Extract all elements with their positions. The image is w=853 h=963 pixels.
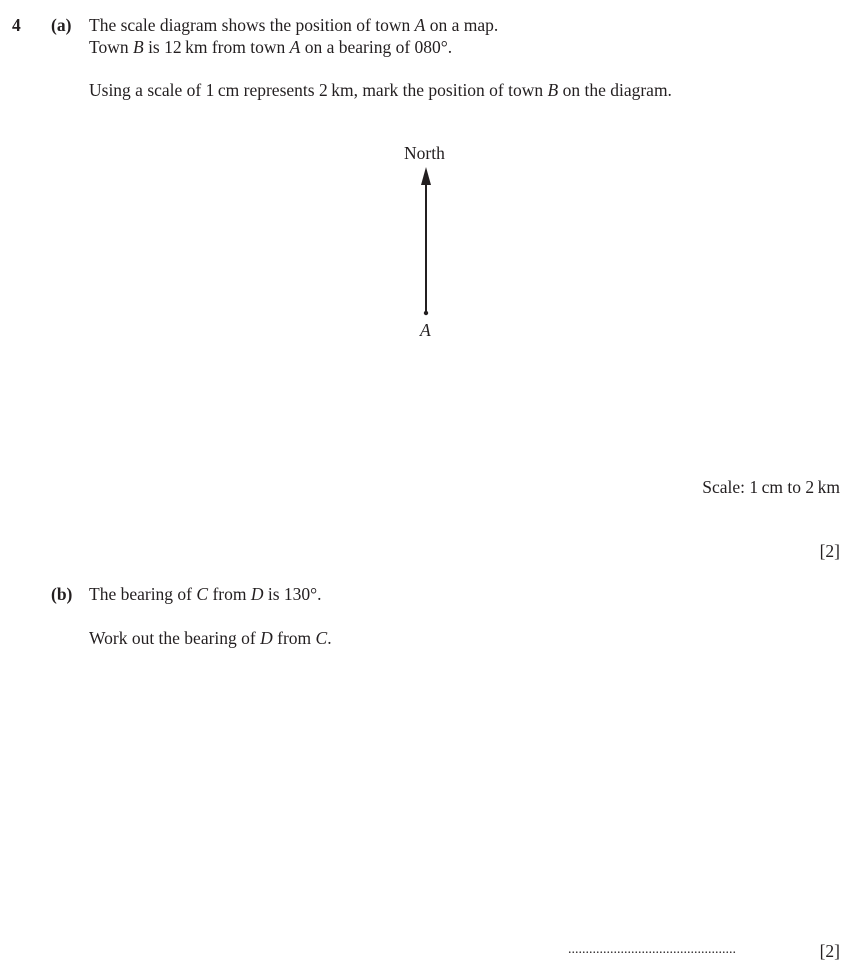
point-d-variable: D xyxy=(260,628,273,648)
part-b-label: (b) xyxy=(51,584,73,604)
scale-diagram xyxy=(400,160,452,320)
text-run: Town xyxy=(89,37,133,57)
town-a-variable: A xyxy=(414,15,426,35)
text-run: is 130°. xyxy=(263,584,322,604)
text-run: on a map. xyxy=(425,15,499,35)
point-c-variable: C xyxy=(315,628,328,648)
text-run: is 12 km from town xyxy=(143,37,290,57)
text-run: from xyxy=(208,584,251,604)
part-a-marks: [2] xyxy=(819,541,840,561)
town-a-variable: A xyxy=(289,37,301,57)
town-b-variable: B xyxy=(547,80,559,100)
scale-note: Scale: 1 cm to 2 km xyxy=(702,477,840,497)
part-b-text-line-1 xyxy=(89,584,322,606)
part-a-instruction xyxy=(89,80,672,102)
part-a-text-line-2 xyxy=(89,37,452,59)
part-b-marks: [2] xyxy=(819,941,840,961)
text-run: The scale diagram shows the position of town xyxy=(89,15,415,35)
north-label: North xyxy=(404,143,445,163)
point-a-dot xyxy=(424,311,428,315)
text-run: on a bearing of 080°. xyxy=(300,37,453,57)
point-a-label: A xyxy=(420,320,431,340)
part-a-label: (a) xyxy=(51,15,72,35)
question-number: 4 xyxy=(12,15,21,35)
answer-line[interactable]: ................................................ xyxy=(568,942,736,957)
text-run: on the diagram. xyxy=(558,80,672,100)
point-d-variable: D xyxy=(250,584,264,604)
text-run: The bearing of xyxy=(89,584,197,604)
text-run: Using a scale of 1 cm represents 2 km, mark the position of town xyxy=(89,80,548,100)
town-b-variable: B xyxy=(132,37,144,57)
part-b-text-line-2 xyxy=(89,628,332,650)
text-run: . xyxy=(327,628,332,648)
text-run: Work out the bearing of xyxy=(89,628,261,648)
point-c-variable: C xyxy=(196,584,209,604)
part-a-text-line-1 xyxy=(89,15,498,37)
text-run: from xyxy=(272,628,316,648)
